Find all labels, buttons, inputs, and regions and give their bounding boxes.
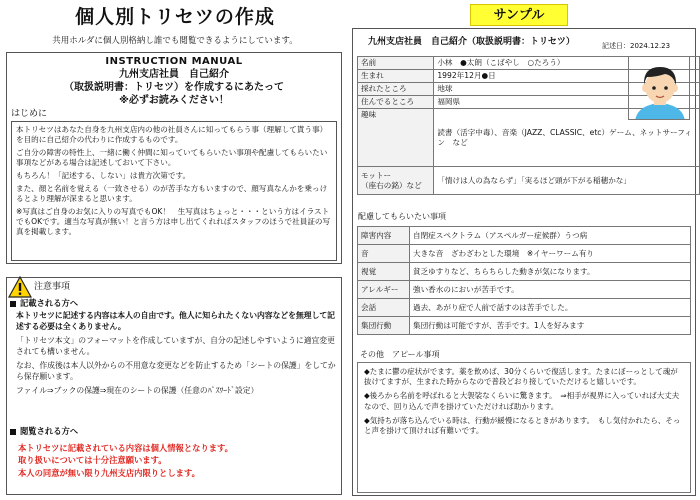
reader-section-heading: 閲覧される方へ — [10, 426, 78, 436]
intro-paragraph: ※写真はご自身のお気に入りの写真でもOK！ 生写真はちょっと・・・という方はイラストでもOKです。適当な写真が無い！と言う方は申し出てくれればスタッフのほうで社員証の写真を掲載します。 — [16, 207, 331, 237]
consideration-value: 過去、あがり症で人前で話すのは苦手でした。 — [410, 299, 691, 317]
consideration-key: 視覚 — [358, 263, 410, 281]
consideration-table — [357, 226, 691, 335]
profile-key: モットー （座右の銘）など — [358, 167, 434, 195]
intro-label: はじめに — [11, 109, 48, 119]
reader-warning-line: 取り扱いについては十分注意願います。 — [18, 455, 167, 466]
profile-value: 福岡県 — [434, 96, 700, 109]
appeal-item: ◆後ろから名前を呼ばれると大袈裟なくらいに驚きます。 ⇒相手が視界に入っていれば大丈夫なので、回り込んで声を掛けていただければ助かります。 — [364, 391, 680, 411]
intro-paragraph: また、顔と名前を覚える（一致させる）のが苦手な方もいますので、顔写真なんかを乗っけるとより理解が深まると思います。 — [16, 184, 328, 204]
profile-key: 生まれ — [358, 70, 434, 83]
consideration-key: 音 — [358, 245, 410, 263]
consideration-row — [358, 227, 691, 245]
profile-value: 「情けは人の為ならず」「実るほど頭が下がる稲穂かな」 — [434, 167, 700, 195]
profile-value: 地球 — [434, 83, 700, 96]
profile-key: 採れたところ — [358, 83, 434, 96]
consideration-row — [358, 317, 691, 335]
manual-heading-notice: ※必ずお読みください！ — [119, 95, 229, 106]
profile-photo — [628, 56, 690, 120]
appeal-box — [357, 362, 691, 493]
writer-section-heading: 記載される方へ — [10, 298, 78, 308]
appeal-item: ◆たまに鬱の症状がでます。薬を飲めば、30分くらいで復活します。たまにぼーっとして魂が抜けてますが、生まれた時からなので普段どおり接していただけると嬉しいです。 — [364, 367, 678, 387]
appeal-item: ◆気持ちが落ち込んでいる時は、行動が緩慢になるときがあります。 もし気付かれたら、そっと声を掛けて頂ければ有難いです。 — [364, 415, 681, 435]
avatar-illustration — [629, 57, 690, 120]
appeal-label: その他 アピール事項 — [360, 350, 440, 359]
profile-value: 読書（活字中毒）、音楽（JAZZ、CLASSIC、etc）ゲーム、ネットサーフィン など — [434, 109, 700, 167]
sample-title: 九州支店社員 自己紹介（取扱説明書：トリセツ） — [368, 37, 575, 47]
intro-paragraph: 本トリセツはあなた自身を九州支店内の他の社員さんに知ってもらう事（理解して貰う事）を目的に自己紹介の代わりに作成するものです。 — [16, 125, 328, 145]
writer-paragraph: ファイル⇒ブックの保護⇒現在のシートの保護（任意のﾊﾟｽﾜｰﾄﾞ設定） — [16, 386, 259, 396]
manual-heading-title: 九州支店社員 自己紹介 — [119, 69, 229, 80]
consideration-key: 会話 — [358, 299, 410, 317]
reader-warning-line: 本人の同意が無い限り九州支店内限りとします。 — [18, 467, 200, 478]
profile-value: 小林 ●太朗（こばやし ○たろう） — [434, 57, 700, 70]
writer-paragraph: 「トリセツ本文」のフォーマットを作成していますが、自分の記述しやすいように適宜変更されても構いません。 — [16, 336, 335, 356]
instruction-manual-box — [6, 52, 342, 264]
square-bullet-icon — [10, 429, 16, 435]
profile-value: 1992年12月●日 — [434, 70, 700, 83]
caution-label: 注意事項 — [34, 282, 71, 292]
consideration-key: 障害内容 — [358, 227, 410, 245]
consideration-row — [358, 245, 691, 263]
writer-bold-note: 本トリセツに記述する内容は本人の自由です。他人に知られたくない内容などを無理して記述する必要は全くありません。 — [16, 311, 335, 331]
manual-heading-sub: （取扱説明書：トリセツ）を作成するにあたって — [64, 82, 284, 93]
consideration-key: アレルギー — [358, 281, 410, 299]
consideration-value: 強い香水のにおいが苦手です。 — [410, 281, 691, 299]
intro-paragraph: ご自分の障害の特性上、一緒に働く仲間に知っていてもらいたい事項や配慮してもらいたい事項などがある場合は記述しておいて下さい。 — [16, 148, 328, 168]
consideration-label: 配慮してもらいたい事項 — [358, 212, 446, 221]
consideration-key: 集団行動 — [358, 317, 410, 335]
writer-paragraph: なお、作成後は本人以外からの不用意な変更などを防止するため「シートの保護」をしてから保存願います。 — [16, 361, 336, 381]
consideration-value: 自閉症スペクトラム（アスペルガー症候群）うつ病 — [410, 227, 691, 245]
sample-badge: サンプル — [470, 4, 568, 26]
consideration-value: 集団行動は可能ですが、苦手です。1人を好みます — [410, 317, 691, 335]
writer-section-text — [16, 311, 336, 401]
left-title: 個人別トリセツの作成 — [75, 6, 275, 28]
consideration-value: 大きな音 ざわざわとした環境 ※イヤーワーム有り — [410, 245, 691, 263]
profile-row — [358, 167, 700, 195]
consideration-row — [358, 263, 691, 281]
intro-text-box — [11, 121, 337, 261]
profile-key: 住んでるところ — [358, 96, 434, 109]
reader-warning-text — [18, 442, 338, 479]
profile-key: 名前 — [358, 57, 434, 70]
consideration-value: 貧乏ゆすりなど、ちらちらした動きが気になります。 — [410, 263, 691, 281]
profile-key: 趣味 — [358, 109, 434, 167]
manual-heading-english: INSTRUCTION MANUAL — [105, 56, 243, 67]
square-bullet-icon — [10, 301, 16, 307]
consideration-row — [358, 299, 691, 317]
sample-date: 記述日：2024.12.23 — [602, 42, 671, 50]
reader-warning-line: 本トリセツに記載されている内容は個人情報となります。 — [18, 443, 233, 453]
consideration-row — [358, 281, 691, 299]
intro-paragraph: もちろん！「記述する、しない」は貴方次第です。 — [16, 171, 191, 181]
left-subtitle: 共用ホルダに個人別格納し誰でも閲覧できるようにしています。 — [52, 36, 298, 46]
